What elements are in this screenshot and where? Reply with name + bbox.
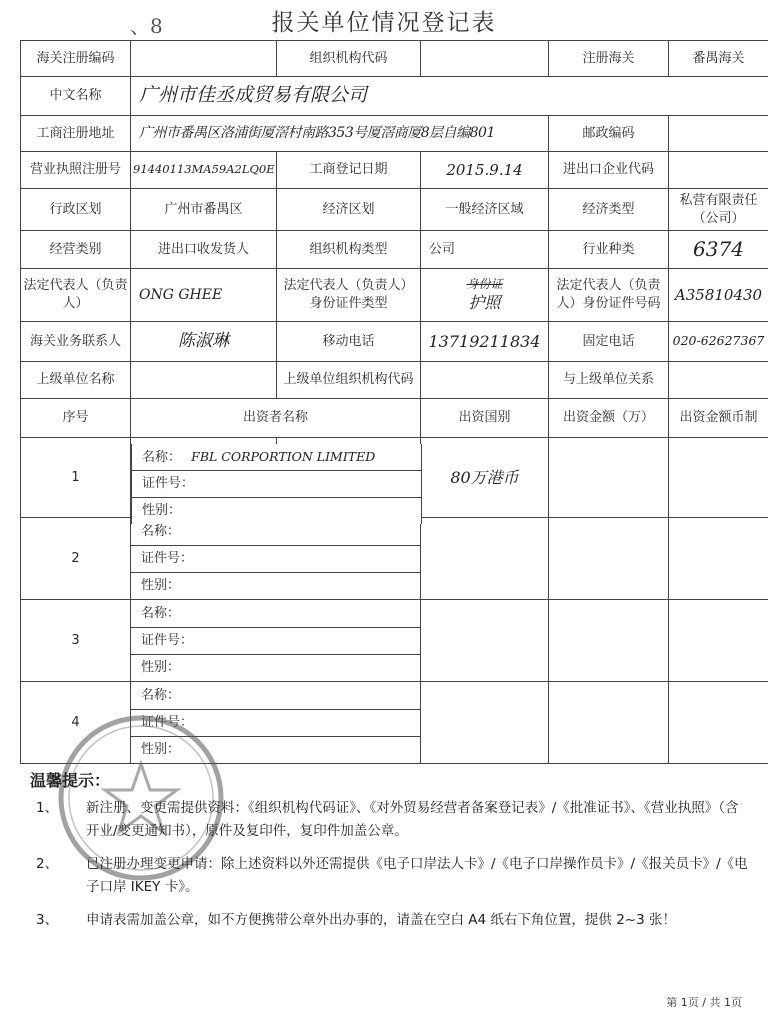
investor-row bbox=[21, 600, 768, 682]
investor-amount bbox=[421, 438, 549, 518]
label-biz-category: 经营类别 bbox=[21, 231, 131, 269]
field-admin-region: 广州市番禺区 bbox=[131, 189, 277, 231]
id-type-value: 护照 bbox=[468, 293, 501, 313]
investor-id-label: 证件号： bbox=[141, 550, 194, 566]
investor-gender-line bbox=[132, 498, 421, 524]
label-legal-rep: 法定代表人（负责人） bbox=[21, 269, 131, 322]
investor-amount bbox=[549, 600, 669, 682]
investor-gender-label: 性别： bbox=[141, 741, 181, 757]
investor-gender-line bbox=[131, 573, 420, 599]
field-reg-date bbox=[421, 152, 549, 189]
investor-country bbox=[421, 518, 549, 600]
investor-country bbox=[421, 600, 549, 682]
label-parent-name: 上级单位名称 bbox=[21, 362, 131, 399]
label-reg-address: 工商注册地址 bbox=[21, 116, 131, 152]
label-contact: 海关业务联系人 bbox=[21, 322, 131, 362]
legal-rep-value: ONG GHEE bbox=[139, 286, 223, 303]
industry-value: 6374 bbox=[693, 237, 744, 261]
label-legal-rep-id-type: 法定代表人（负责人）身份证件类型 bbox=[277, 269, 421, 322]
label-landline: 固定电话 bbox=[549, 322, 669, 362]
note-item bbox=[30, 797, 750, 843]
investor-currency bbox=[669, 682, 768, 764]
investor-row bbox=[21, 682, 768, 764]
label-org-type: 组织机构类型 bbox=[277, 231, 421, 269]
investor-name-line bbox=[131, 683, 420, 710]
corner-mark: 、8 bbox=[130, 14, 163, 38]
field-org-type: 公司 bbox=[421, 231, 549, 269]
label-license-no: 营业执照注册号 bbox=[21, 152, 131, 189]
field-id-no bbox=[669, 269, 768, 322]
contact-value: 陈淑琳 bbox=[178, 331, 229, 352]
investor-name-line bbox=[131, 601, 420, 628]
field-parent-org-code bbox=[421, 362, 549, 399]
investor-seq: 1 bbox=[21, 438, 131, 518]
header-invest-amount: 出资金额（万） bbox=[549, 399, 669, 438]
investor-currency bbox=[669, 600, 768, 682]
field-industry bbox=[669, 231, 768, 269]
investor-name-label: 名称： bbox=[141, 523, 181, 539]
landline-value: 020-62627367 bbox=[672, 332, 765, 348]
header-invest-country: 出资国别 bbox=[421, 399, 549, 438]
investor-id-line bbox=[131, 546, 420, 573]
note-number: 1、 bbox=[36, 800, 59, 816]
label-admin-region: 行政区划 bbox=[21, 189, 131, 231]
investor-currency bbox=[669, 518, 768, 600]
note-text: 新注册、变更需提供资料：《组织机构代码证》、《对外贸易经营者备案登记表》/《批准证书》、《营业执照》（含开业/变更通知书），原件及复印件，复印件加盖公章。 bbox=[86, 800, 739, 839]
field-econ-type: 私营有限责任（公司） bbox=[669, 189, 768, 231]
notes-heading: 温馨提示： bbox=[30, 771, 111, 790]
label-parent-relation: 与上级单位关系 bbox=[549, 362, 669, 399]
investor-gender-label: 性别： bbox=[141, 577, 181, 593]
field-customs-reg-code bbox=[131, 41, 277, 77]
investor-id-line bbox=[131, 628, 420, 655]
field-cn-name bbox=[131, 77, 768, 116]
investor-currency bbox=[549, 438, 669, 518]
notes-section bbox=[30, 768, 750, 942]
field-parent-name bbox=[131, 362, 277, 399]
investor-detail bbox=[131, 682, 421, 764]
id-type-struck: 身份证 bbox=[466, 277, 503, 292]
investor-name-label: 名称： bbox=[142, 450, 182, 465]
id-no-value: A35810430 bbox=[674, 285, 763, 304]
note-number: 2、 bbox=[36, 856, 59, 872]
label-industry: 行业种类 bbox=[549, 231, 669, 269]
investor-seq: 3 bbox=[21, 600, 131, 682]
reg-date-value: 2015.9.14 bbox=[446, 160, 523, 179]
field-license-no bbox=[131, 152, 277, 189]
investor-seq: 2 bbox=[21, 518, 131, 600]
header-invest-currency: 出资金额币制 bbox=[669, 399, 768, 438]
form-title: 报关单位情况登记表 bbox=[271, 10, 497, 36]
field-contact bbox=[131, 322, 277, 362]
investor-detail bbox=[131, 600, 421, 682]
investor-row bbox=[21, 518, 768, 600]
field-econ-zone: 一般经济区域 bbox=[421, 189, 549, 231]
header-seq: 序号 bbox=[21, 399, 131, 438]
label-ie-code: 进出口企业代码 bbox=[549, 152, 669, 189]
investor-id-line bbox=[132, 471, 421, 498]
investor-gender-line bbox=[131, 655, 420, 681]
label-cn-name: 中文名称 bbox=[21, 77, 131, 116]
field-mobile bbox=[421, 322, 549, 362]
field-postal-code bbox=[669, 116, 768, 152]
field-landline bbox=[669, 322, 768, 362]
note-number: 3、 bbox=[36, 912, 59, 928]
field-id-type bbox=[421, 269, 549, 322]
label-reg-date: 工商登记日期 bbox=[277, 152, 421, 189]
investor-seq: 4 bbox=[21, 682, 131, 764]
mobile-value: 13719211834 bbox=[428, 331, 541, 351]
field-biz-category: 进出口收发货人 bbox=[131, 231, 277, 269]
investor-name-value: FBL CORPORTION LIMITED bbox=[191, 449, 376, 464]
investor-1-detail bbox=[131, 444, 422, 524]
investor-amount bbox=[549, 518, 669, 600]
label-econ-zone: 经济区划 bbox=[277, 189, 421, 231]
label-legal-rep-id-no: 法定代表人（负责人）身份证件号码 bbox=[549, 269, 669, 322]
label-parent-org-code: 上级单位组织机构代码 bbox=[277, 362, 421, 399]
field-legal-rep bbox=[131, 269, 277, 322]
investor-name-line bbox=[132, 444, 421, 471]
reg-address-value: 广州市番禺区洛浦街厦滘村南路353号厦滘商厦8层自编801 bbox=[139, 125, 495, 142]
note-item bbox=[30, 909, 750, 932]
note-text: 申请表需加盖公章，如不方便携带公章外出办事的，请盖在空白 A4 纸右下角位置，提供 2~3 张！ bbox=[86, 912, 676, 928]
label-reg-customs: 注册海关 bbox=[549, 41, 669, 77]
label-postal-code: 邮政编码 bbox=[549, 116, 669, 152]
investor-amount bbox=[549, 682, 669, 764]
registration-table bbox=[20, 40, 768, 764]
label-org-code: 组织机构代码 bbox=[277, 41, 421, 77]
label-econ-type: 经济类型 bbox=[549, 189, 669, 231]
investor-id-label: 证件号： bbox=[141, 714, 194, 730]
page-number: 第 1页 / 共 1页 bbox=[666, 996, 742, 1009]
investor-country bbox=[421, 682, 549, 764]
note-item bbox=[30, 853, 750, 899]
field-reg-address bbox=[131, 116, 549, 152]
investor-name-label: 名称： bbox=[141, 605, 181, 621]
investor-id-label: 证件号： bbox=[141, 632, 194, 648]
label-customs-reg-code: 海关注册编码 bbox=[21, 41, 131, 77]
field-parent-relation bbox=[669, 362, 768, 399]
field-ie-code bbox=[669, 152, 768, 189]
license-no-value: 91440113MA59A2LQ0E bbox=[133, 162, 275, 177]
field-org-code bbox=[421, 41, 549, 77]
field-reg-customs: 番禺海关 bbox=[669, 41, 768, 77]
note-text: 已注册办理变更申请：除上述资料以外还需提供《电子口岸法人卡》/《电子口岸操作员卡》/《报关员卡》/《电子口岸 IKEY 卡》。 bbox=[86, 856, 748, 895]
investor-id-label: 证件号： bbox=[142, 476, 195, 491]
header-investor-name: 出资者名称 bbox=[131, 399, 421, 438]
investor-gender-label: 性别： bbox=[141, 659, 181, 675]
investor-gender-line bbox=[131, 737, 420, 763]
investor-amount-value: 80万港币 bbox=[450, 467, 519, 487]
investor-gender-label: 性别： bbox=[142, 503, 182, 518]
cn-name-value: 广州市佳丞成贸易有限公司 bbox=[139, 84, 368, 107]
label-mobile: 移动电话 bbox=[277, 322, 421, 362]
investor-detail bbox=[131, 518, 421, 600]
investor-id-line bbox=[131, 710, 420, 737]
investor-name-label: 名称： bbox=[141, 687, 181, 703]
